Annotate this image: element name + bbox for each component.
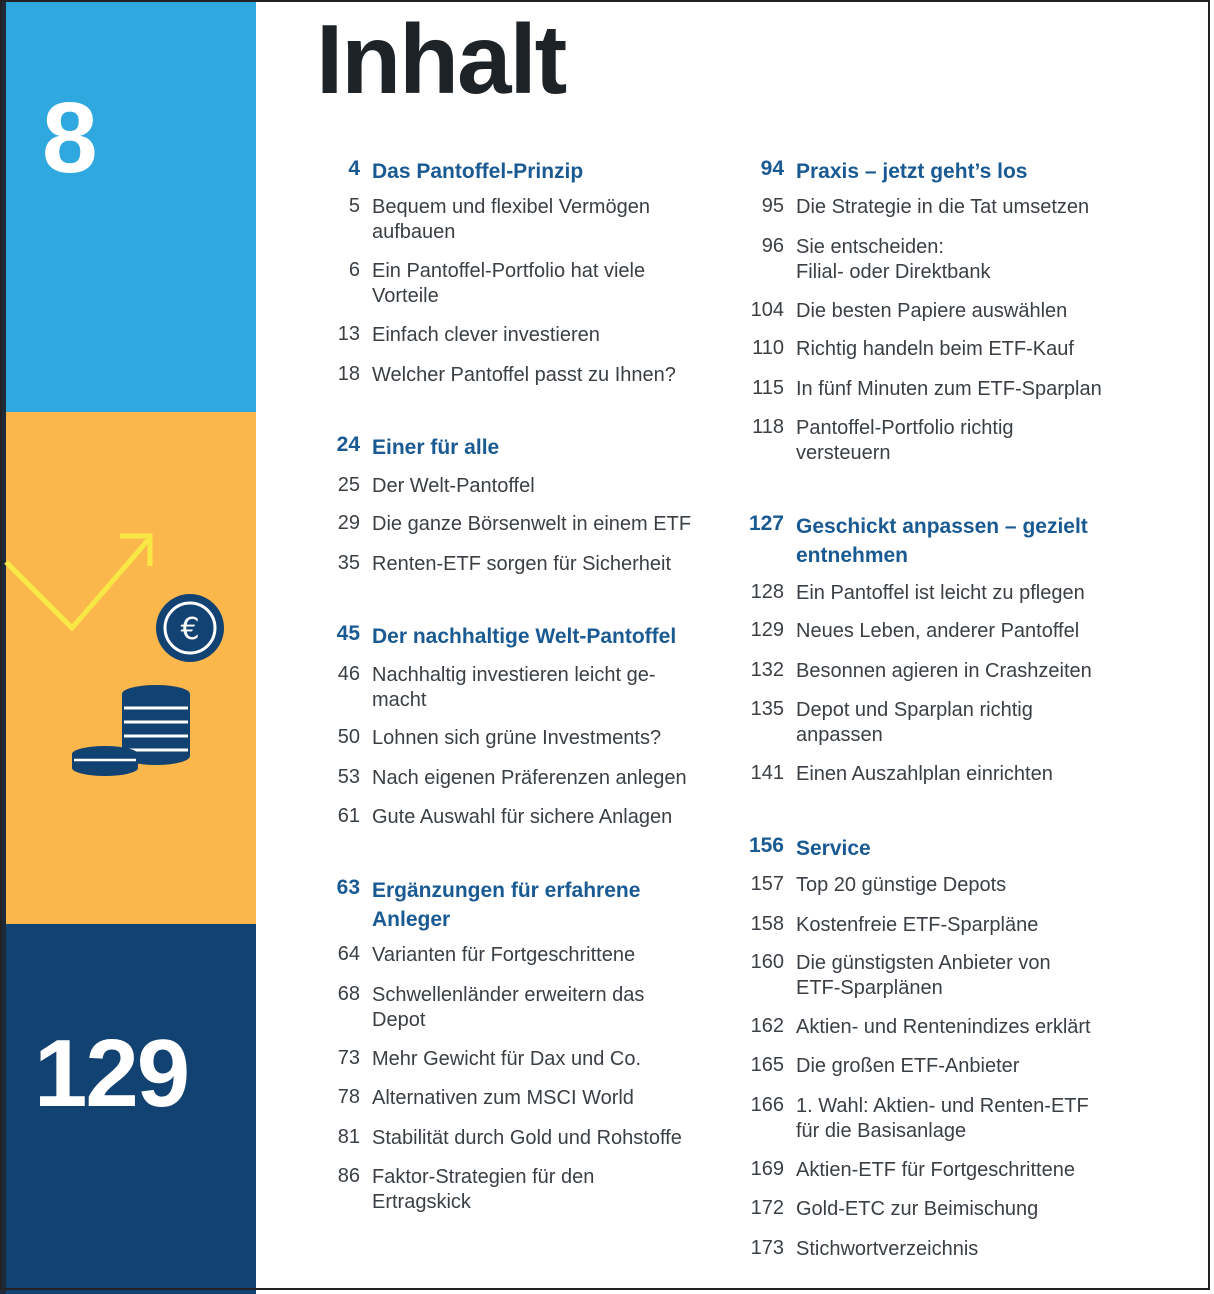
toc-page-number: 50 [337,726,360,748]
toc-page-number: 160 [750,951,784,973]
toc-entry-title: Stichwortverzeichnis [796,1238,979,1260]
toc-page-number: 94 [760,157,784,180]
toc-entry-title: Der nachhaltige Welt-Pantoffel [372,625,677,648]
toc-page-number: 63 [336,876,360,899]
toc-entry-title: Aktien- und Rentenindizes erklärt [796,1016,1091,1038]
toc-entry-title: Renten-ETF sorgen für Sicherheit [372,553,672,575]
toc-page-number: 81 [337,1126,360,1148]
toc-entry-title: Die großen ETF-Anbieter [796,1055,1020,1077]
toc-entry-title: Die günstigsten Anbieter von ETF-Sparplänen [796,952,1051,999]
toc-page-number: 158 [750,913,784,935]
toc-page-number: 141 [750,762,784,784]
toc-page-number: 6 [348,259,360,281]
toc-page-number: 78 [337,1086,360,1108]
toc-page-number: 173 [750,1237,784,1259]
toc-entry-title: Service [796,837,871,860]
toc-page-number: 162 [750,1015,784,1037]
toc-entry-title: Schwellenländer erweitern das Depot [372,984,645,1031]
toc-entry-title: Aktien-ETF für Fortgeschrittene [796,1159,1075,1181]
toc-entry-title: Die Strategie in die Tat umsetzen [796,196,1090,218]
toc-page-number: 13 [337,323,360,345]
toc-page-number: 18 [337,363,360,385]
toc-page-number: 29 [337,512,360,534]
toc-entry-title: Einfach clever investieren [372,324,600,346]
toc-page-number: 157 [750,873,784,895]
toc-page-number: 35 [337,552,360,574]
toc-page-number: 24 [336,433,360,456]
toc-entry-title: Lohnen sich grüne Investments? [372,727,662,749]
toc-entry-title: Besonnen agieren in Crashzeiten [796,660,1092,682]
toc-page-number: 95 [761,195,784,217]
page-title: Inhalt [316,4,566,114]
toc-page-number: 104 [750,299,784,321]
toc-entry-title: Die besten Papiere auswählen [796,300,1068,322]
toc-page-number: 118 [752,416,784,438]
sidebar-bottom-number: 129 [34,1020,189,1127]
toc-entry-title: Gold-ETC zur Beimischung [796,1198,1039,1220]
toc-page-number: 73 [337,1047,360,1069]
toc-page-number: 165 [750,1054,784,1076]
toc-page-number: 135 [750,698,784,720]
toc-page-number: 4 [348,157,360,180]
toc-entry-title: Ein Pantoffel ist leicht zu pflegen [796,582,1085,604]
toc-page-number: 172 [750,1197,784,1219]
toc-entry-title: Sie entscheiden: Filial- oder Direktbank [796,236,991,283]
toc-entry-title: Die ganze Börsenwelt in einem ETF [372,513,692,535]
toc-page-number: 64 [337,943,360,965]
toc-page-number: 166 [750,1094,784,1116]
toc-entry-title: Alternativen zum MSCI World [372,1087,634,1109]
toc-entry-title: Varianten für Fortgeschrittene [372,944,636,966]
toc-page-number: 46 [337,663,360,685]
toc-page-number: 68 [337,983,360,1005]
toc-entry-title: Gute Auswahl für sichere Anlagen [372,806,673,828]
svg-text:€: € [180,612,200,647]
toc-page-number: 96 [761,235,784,257]
toc-entry-title: Mehr Gewicht für Dax und Co. [372,1048,641,1070]
toc-entry-title: Bequem und flexibel Vermögen aufbauen [372,196,650,243]
toc-page-number: 169 [750,1158,784,1180]
toc-entry-title: Top 20 günstige Depots [796,874,1007,896]
toc-entry-title: Ein Pantoffel-Portfolio hat viele Vorteile [372,260,646,307]
toc-page-number: 156 [748,834,784,857]
toc-entry-title: Stabilität durch Gold und Rohstoffe [372,1127,682,1149]
toc-page-number: 53 [337,766,360,788]
toc-page-number: 115 [752,377,784,399]
toc-entry-title: Neues Leben, anderer Pantoffel [796,620,1080,642]
sidebar-top-number: 8 [42,82,98,194]
toc-page-number: 128 [750,581,784,603]
toc-entry-title: Nachhaltig investieren leicht ge- macht [372,664,656,711]
toc-entry-title: Geschickt anpassen – gezielt entnehmen [796,515,1088,567]
toc-entry-title: Praxis – jetzt geht’s los [796,160,1028,183]
toc-page-number: 5 [348,195,360,217]
toc-page-number: 25 [337,474,360,496]
toc-entry-title: Pantoffel-Portfolio richtig versteuern [796,417,1014,464]
toc-entry-title: Das Pantoffel-Prinzip [372,160,584,183]
toc-page-number: 110 [752,337,784,359]
toc-entry-title: Einen Auszahlplan einrichten [796,763,1053,785]
toc-page-number: 61 [337,805,360,827]
toc-entry-title: Depot und Sparplan richtig anpassen [796,699,1033,746]
toc-entry-title: Faktor-Strategien für den Ertragskick [372,1166,595,1213]
toc-entry-title: 1. Wahl: Aktien- und Renten-ETF für die Basisanlage [796,1095,1089,1142]
toc-page-number: 129 [750,619,784,641]
toc-entry-title: Richtig handeln beim ETF-Kauf [796,338,1074,360]
toc-entry-title: Der Welt-Pantoffel [372,475,535,497]
toc-page-number: 86 [337,1165,360,1187]
toc-entry-title: Kostenfreie ETF-Sparpläne [796,914,1039,936]
toc-entry-title: Einer für alle [372,436,500,459]
toc-entry-title: Welcher Pantoffel passt zu Ihnen? [372,364,676,386]
toc-page-number: 132 [750,659,784,681]
toc-entry-title: In fünf Minuten zum ETF-Sparplan [796,378,1102,400]
toc-page-number: 45 [336,622,360,645]
toc-entry-title: Ergänzungen für erfahrene Anleger [372,879,641,931]
toc-page-number: 127 [748,512,784,535]
toc-entry-title: Nach eigenen Präferenzen anlegen [372,767,687,789]
